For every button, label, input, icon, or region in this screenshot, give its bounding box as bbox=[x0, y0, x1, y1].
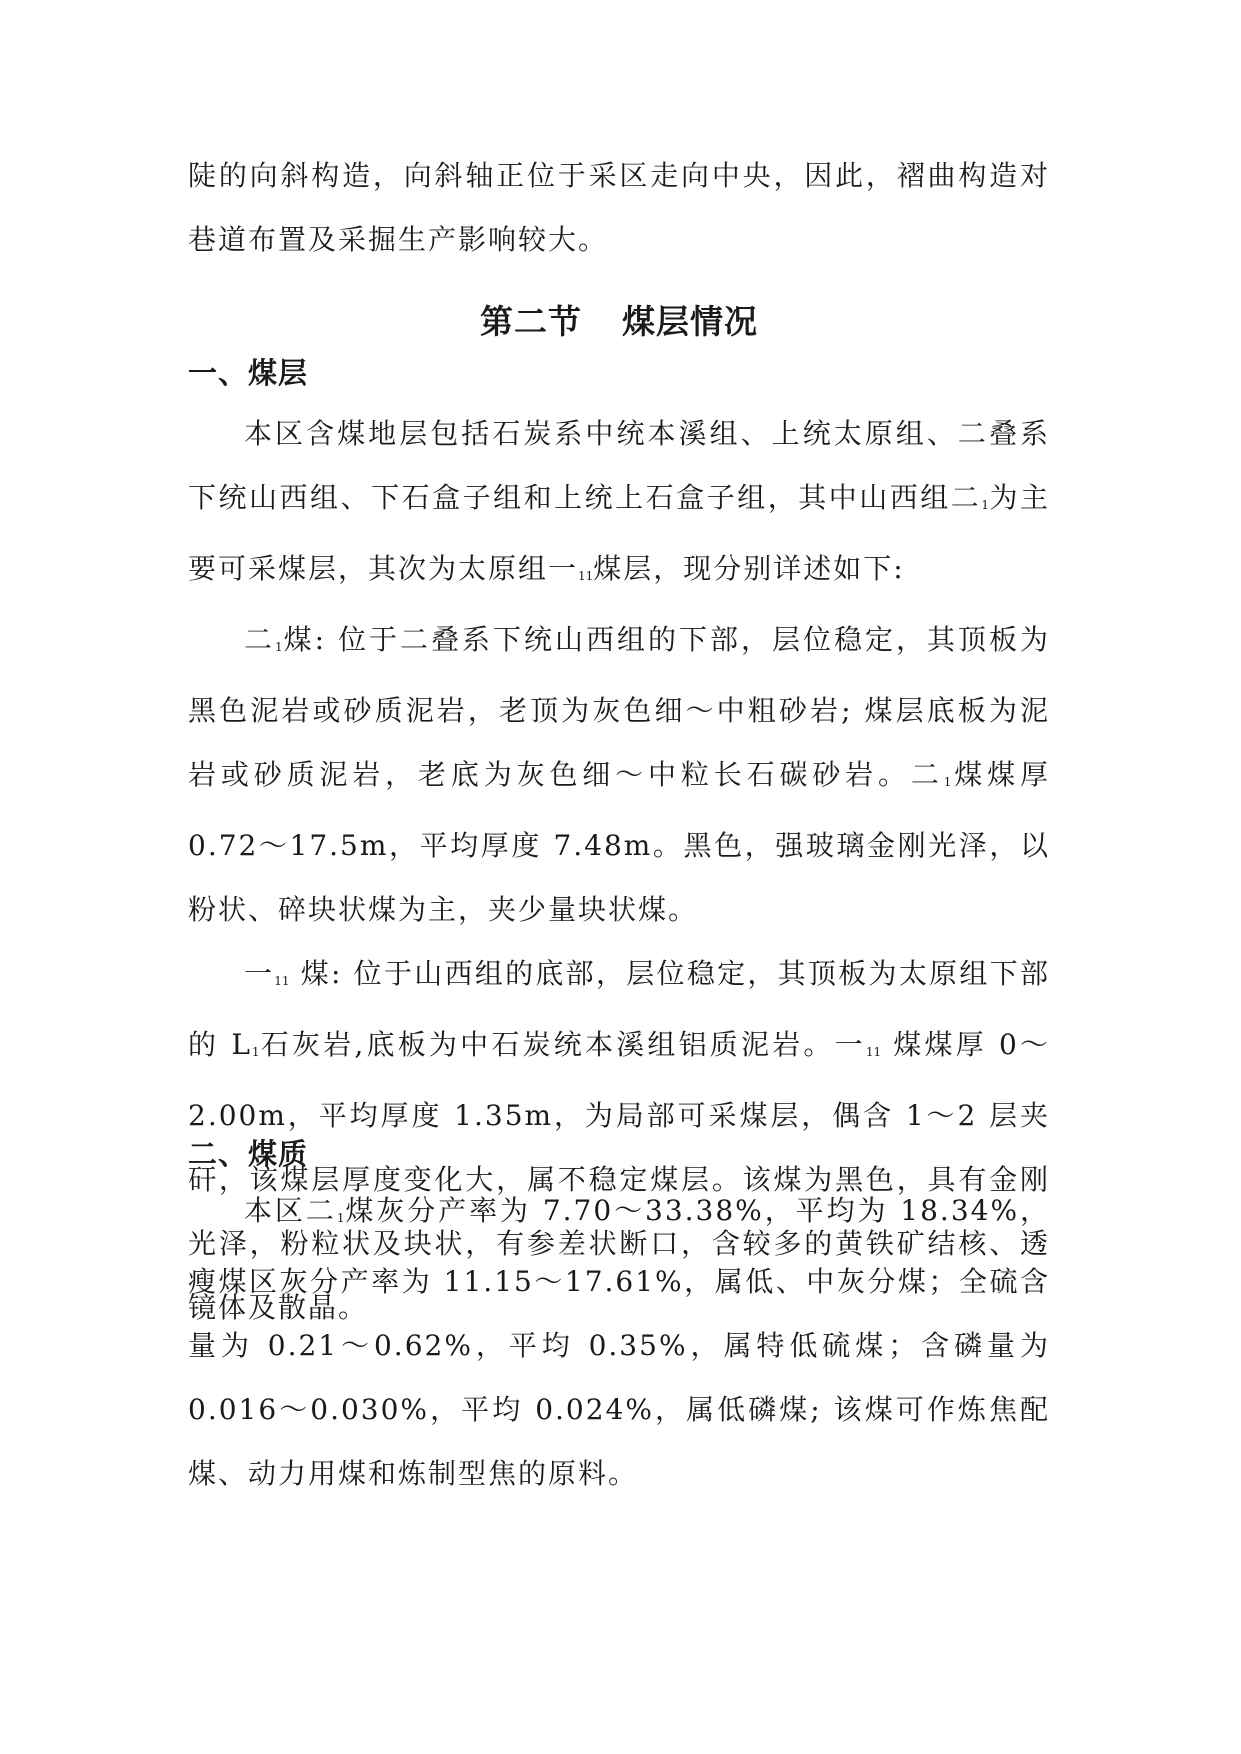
text-run: 石灰岩,底板为中石炭统本溪组铝质泥岩。一 bbox=[259, 1028, 866, 1061]
section-name: 煤层情况 bbox=[622, 302, 758, 341]
text-run: 煤层，现分别详述如下: bbox=[593, 552, 905, 585]
text-run: 一 bbox=[244, 957, 275, 990]
subscript: 1 bbox=[943, 775, 952, 789]
text-run: 本区含煤地层包括石炭系中统本溪组、上统太原组、二叠系下统山西组、下石盒子组和上统上石盒子组，其中山西组二 bbox=[188, 417, 1050, 514]
subscript: 1 bbox=[981, 498, 989, 512]
intro-paragraph-block bbox=[188, 144, 1050, 272]
section-title bbox=[188, 298, 1050, 346]
coal-seam-overview-paragraph bbox=[188, 402, 1050, 608]
heading-coal-quality: 二、煤质 bbox=[188, 1137, 309, 1171]
text-run: 为主要可采煤层，其次为太原组一 bbox=[188, 481, 1050, 585]
text-run: 煤: 位于二叠系下统山西组的下部，层位稳定，其顶板为黑色泥岩或砂质泥岩，老顶为灰色细～中粗砂岩; 煤层底板为泥岩或砂质泥岩，老底为灰色细～中粒长石碳砂岩。二 bbox=[188, 623, 1050, 791]
subscript: 1 bbox=[275, 640, 283, 654]
text-run: 煤: 位于山西组的底部，层位稳定，其顶板为太原组下部的 L bbox=[188, 957, 1050, 1061]
coal-seam-2-paragraph bbox=[188, 608, 1050, 942]
part2-body bbox=[188, 1179, 1050, 1506]
text-run: 煤煤厚 0.72～17.5m，平均厚度 7.48m。黑色，强玻璃金刚光泽，以粉状、碎块状煤为主，夹少量块状煤。 bbox=[188, 758, 1050, 926]
subscript: 11 bbox=[865, 1045, 882, 1059]
coal-quality-paragraph bbox=[188, 1179, 1050, 1506]
heading-coal-seams: 一、煤层 bbox=[188, 356, 309, 390]
subscript: 11 bbox=[274, 974, 290, 988]
section-number: 第二节 bbox=[480, 302, 582, 341]
subscript: 1 bbox=[336, 1211, 345, 1225]
text-run: 煤煤厚 0～2.00m，平均厚度 1.35m，为局部可采煤层，偶含 1～2 层夹矸，该煤层厚度变化大，属不稳定煤层。该煤为黑色，具有金刚光泽，粉粒状及块状，有参差状断口，含较多的黄铁矿结核、透镜体及散晶。 bbox=[188, 1028, 1051, 1324]
subscript: 11 bbox=[578, 569, 594, 583]
text-run: 煤灰分产率为 7.70～33.38%，平均为 18.34%，瘦煤区灰分产率为 11.15～17.61%，属低、中灰分煤；全硫含量为 0.21～0.62%，平均 0.35%，属特低硫煤；含磷量为 0.016～0.030%，平均 0.024%，属低磷煤; 该煤可作炼焦配煤、动力用煤和炼制型焦的原料。 bbox=[188, 1194, 1050, 1490]
text-run: 二 bbox=[244, 623, 276, 656]
intro-paragraph: 陡的向斜构造，向斜轴正位于采区走向中央，因此，褶曲构造对巷道布置及采掘生产影响较大。 bbox=[188, 159, 1050, 256]
subscript: 1 bbox=[251, 1045, 260, 1059]
text-run: 本区二 bbox=[244, 1194, 337, 1227]
